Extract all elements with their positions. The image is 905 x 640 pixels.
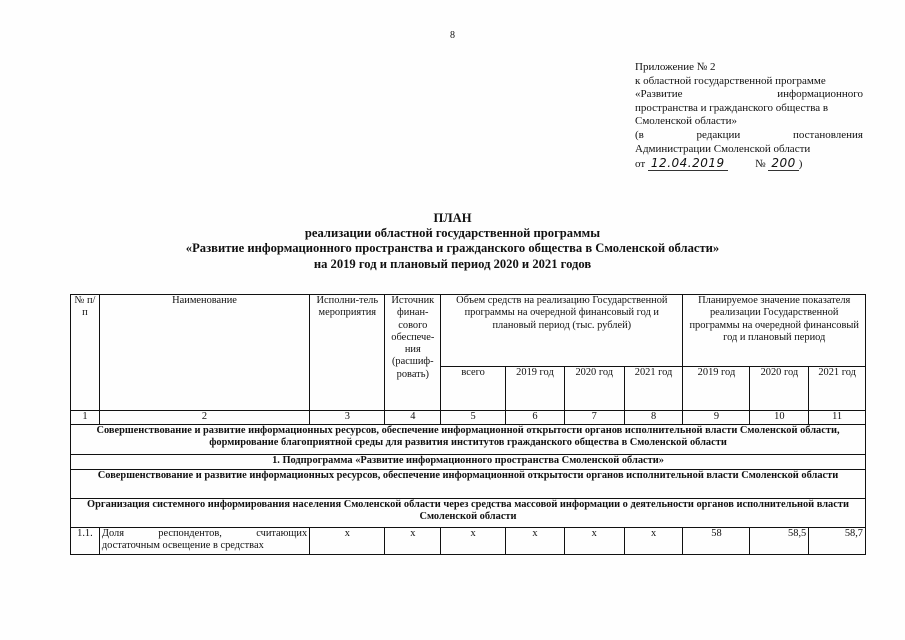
header-2020: 2020 год — [564, 367, 624, 411]
header-num: № п/п — [71, 295, 100, 411]
title-plan: ПЛАН — [433, 211, 472, 225]
header-total: всего — [441, 367, 506, 411]
header-volume: Объем средств на реализацию Государственной программы на очередной финансовый год и плановый период (тыс. рублей) — [441, 295, 683, 367]
col-number: 3 — [310, 411, 385, 425]
col-number: 6 — [506, 411, 565, 425]
header-planned-2020: 2020 год — [750, 367, 809, 411]
col-number: 4 — [385, 411, 441, 425]
header-executor: Исполни-тель мероприятия — [310, 295, 385, 411]
handwritten-number: 200 — [768, 156, 798, 171]
row-executor: x — [310, 528, 385, 555]
table-row — [71, 528, 866, 555]
plan-table — [70, 294, 866, 555]
col-number: 11 — [809, 411, 866, 425]
task-row: Организация системного информирования населения Смоленской области через средства массовой информации о деятельности органов исполнительной власти Смоленской области — [71, 499, 866, 528]
column-number-row — [71, 411, 866, 425]
section-heading-row: Совершенствование и развитие информационных ресурсов, обеспечение информационной открытости органов исполнительной власти Смоленской области, формирование благоприятной среды для развития институтов гражданского общества в Смоленской области — [71, 425, 866, 455]
title-line: реализации областной государственной программы — [304, 226, 601, 241]
header-2021: 2021 год — [624, 367, 683, 411]
appendix-line: (в редакции постановления — [635, 128, 863, 141]
header-2019: 2019 год — [506, 367, 565, 411]
appendix-line: «Развитие информационного — [635, 88, 863, 101]
row-num: 1.1. — [71, 528, 100, 555]
appendix-block — [635, 61, 863, 172]
col-number: 9 — [683, 411, 750, 425]
appendix-date-line: от 12.04.2019 № 200 ) — [635, 156, 803, 171]
col-number: 7 — [564, 411, 624, 425]
appendix-title: Приложение № 2 — [635, 61, 716, 73]
handwritten-date: 12.04.2019 — [648, 156, 728, 171]
subprogram-row: 1. Подпрограмма «Развитие информационного пространства Смоленской области» — [71, 455, 866, 470]
col-number: 2 — [99, 411, 309, 425]
appendix-line: пространства и гражданского общества в — [635, 101, 829, 114]
header-planned: Планируемое значение показателя реализации Государственной программы на очередной финансовый год и плановый период — [683, 295, 866, 367]
goal-row: Совершенствование и развитие информационных ресурсов, обеспечение информационной открытости органов исполнительной власти Смоленской области — [71, 470, 866, 499]
header-source: Источник финан-сового обеспече-ния (расшиф-ровать) — [385, 295, 441, 411]
header-planned-2021: 2021 год — [809, 367, 866, 411]
title-line: «Развитие информационного пространства и гражданского общества в Смоленской области» — [185, 241, 720, 256]
row-2021: x — [624, 528, 683, 555]
row-name: Доля респондентов, считающих достаточным освещение в средствах — [99, 528, 309, 555]
col-number: 5 — [441, 411, 506, 425]
row-2020: x — [564, 528, 624, 555]
header-planned-2019: 2019 год — [683, 367, 750, 411]
col-number: 1 — [71, 411, 100, 425]
appendix-line: Администрации Смоленской области — [635, 142, 811, 155]
appendix-line: Смоленской области» — [635, 115, 737, 128]
row-total: x — [441, 528, 506, 555]
title-line: на 2019 год и плановый период 2020 и 2021 годов — [313, 256, 592, 271]
row-planned-2021: 58,7 — [809, 528, 866, 555]
col-number: 10 — [750, 411, 809, 425]
header-name: Наименование — [99, 295, 309, 411]
row-2019: x — [506, 528, 565, 555]
col-number: 8 — [624, 411, 683, 425]
row-planned-2019: 58 — [683, 528, 750, 555]
document-title — [0, 211, 905, 272]
page-number: 8 — [450, 30, 455, 41]
appendix-line: к областной государственной программе — [635, 74, 826, 87]
row-planned-2020: 58,5 — [750, 528, 809, 555]
row-source: x — [385, 528, 441, 555]
